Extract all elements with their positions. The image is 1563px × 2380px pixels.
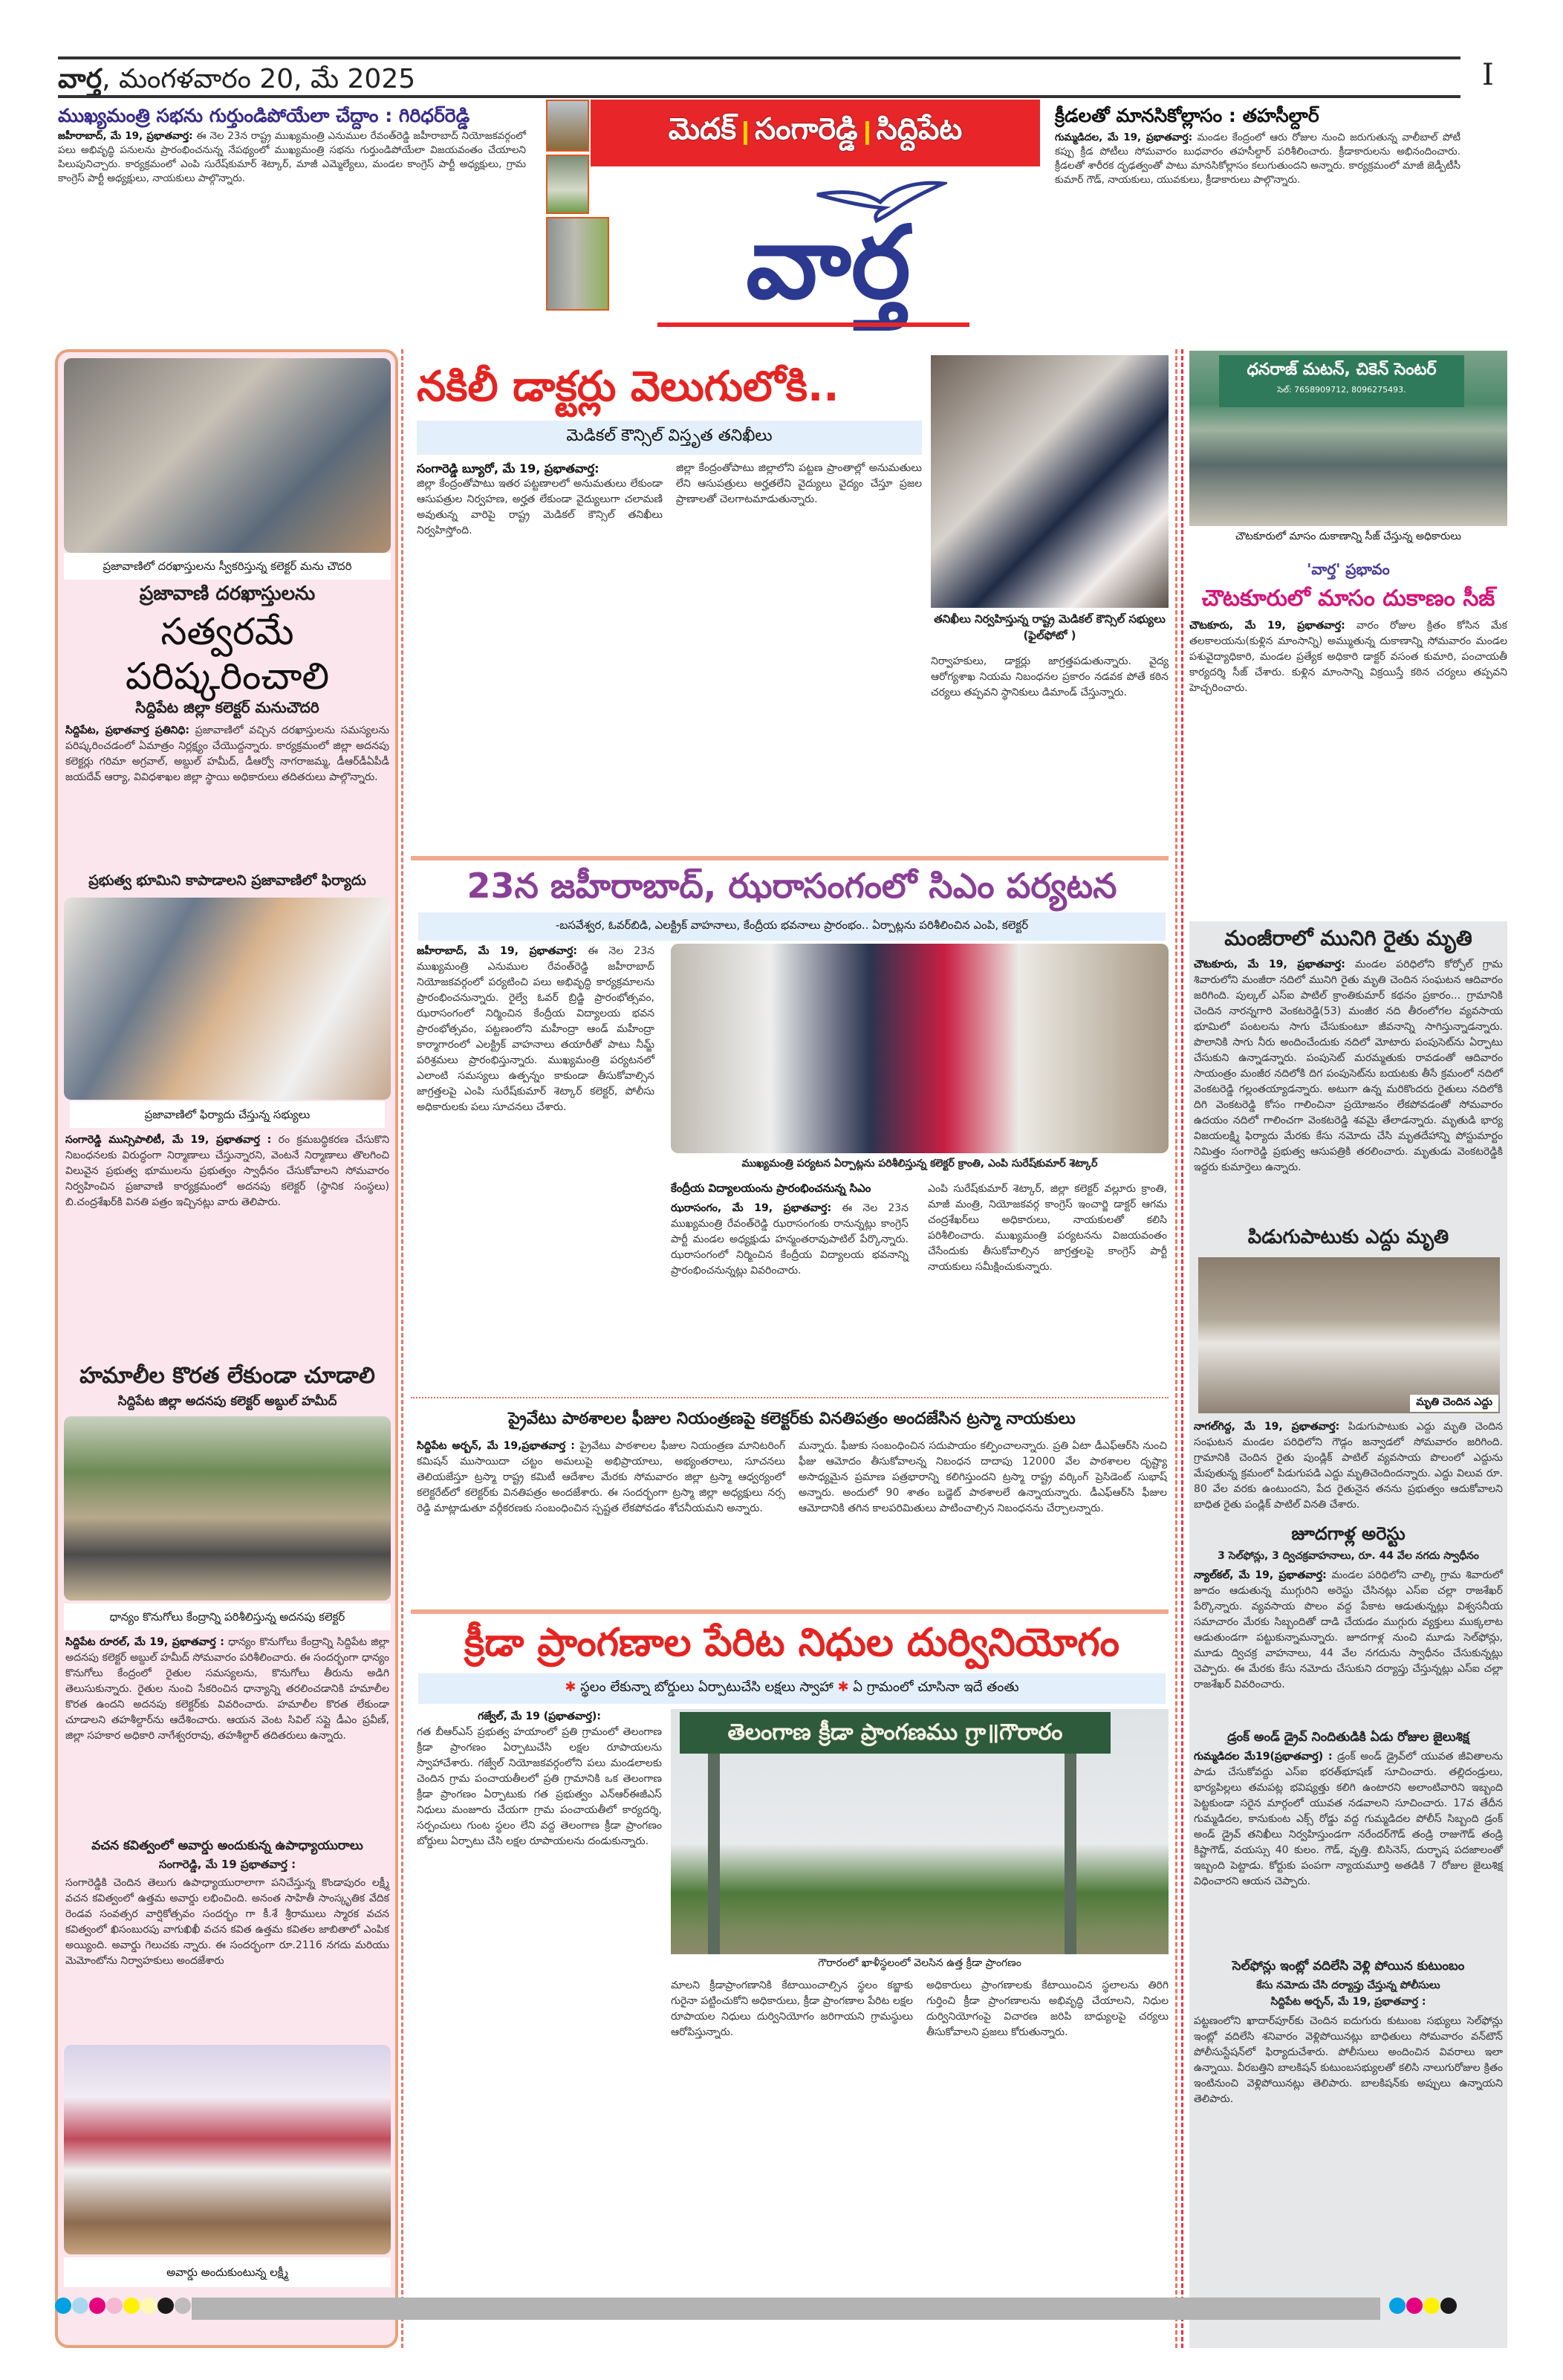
cm-sub2-body: ఈ నెల 23న ముఖ్యమంత్రి రేవంత్‌రెడ్డి ఝరాసంగంకు రానున్నట్లు కాంగ్రెస్ పార్టీ మండల అధ్యక్షుడు హన్మంతరావుపాటిల్ పేర్కొన్నారు. ఝరాసంగంలో నిర్మించిన కేంద్రీయ విద్యాలయ భవనాన్ని ప్రారంభించనున్నట్లు వివరించారు. (671, 1202, 909, 1277)
divider-icon (865, 121, 869, 145)
story6-dateline-r: సిద్దిపేట అర్బన్, మే 19, ప్రభాతవార్త : (1270, 1996, 1426, 2008)
sports-headline: క్రీడా ప్రాంగణాల పేరిట నిధుల దుర్వినియోగం (464, 1621, 1120, 1665)
sports-body-1: గత బీఆర్‌ఎస్ ప్రభుత్వ హయాంలో ప్రతి గ్రామంలో తెలంగాణ క్రీడా ప్రాంగణం ఏర్పాటుచేసి లక్షల రూపాయలను స్వాహాచేశారు. గజ్వేల్ నియోజకవర్గంలోని పలు మండలాలకు చెందిన గ్రామ పంచాయతీలలో ప్రతి గ్రామానికి ఒక తెలంగాణ క్రీడా ప్రాంగణం ఏర్పాటుకు గత ప్రభుత్వం ఎన్ఆర్ఈజీఎస్ నిధులు మంజూరు చేయగా గ్రామ పంచాయతీలో కార్యదర్శి, సర్పంచులు గుంట స్థలం లేని వద్ద తెలంగాణ క్రీడా ప్రాంగణం బోర్డులు ఏర్పాటు చేసి లక్షల రూపాయలను దండుకున్నారు. (417, 1726, 662, 1847)
lead-subhead: మెడికల్ కౌన్సిల్ విస్తృత తనిఖీలు (417, 421, 922, 455)
reg-dot-black (1440, 2298, 1457, 2314)
photo4-caption: అవార్డు అందుకుంటున్న లక్ష్మీ (64, 2257, 391, 2287)
top-left-body: ఈ నెల 23న రాష్ట్ర ముఖ్యమంత్రి ఎనుముల రేవంత్‌రెడ్డి జహీరాబాద్ నియోజకవర్గంలో పలు అభివృద్ధి పనులను ప్రారంభించనున్న నేపథ్యంలో ముఖ్యమంత్రి సభను గుర్తుండిపోయేలా విజయవంతం చేయాలని పిలుపునిచ్చారు. కార్యక్రమంలో ఎంపి సురేష్‌కుమార్ శెట్కార్, మాజీ ఎమ్మెల్యేలు, మండల కాంగ్రెస్ పార్టీ అధ్యక్షులు, గ్రామ కాంగ్రెస్ పార్టీ అధ్యక్షులు, నాయకులు పాల్గొన్నారు. (58, 130, 526, 184)
story3-headline: హమాలీల కొరత లేకుండా చూడాలి (79, 1363, 375, 1389)
right-dateline: చౌటకూరు, మే 19, ప్రభాతవార్త: (1189, 620, 1345, 632)
logo-underline (657, 322, 969, 327)
photo2-caption: ప్రజావాణిలో ఫిర్యాదు చేస్తున్న సభ్యులు (70, 1101, 385, 1128)
cm-dateline: జహీరాబాద్, మే 19, ప్రభాతవార్త: (417, 945, 578, 957)
registration-marks (55, 2298, 192, 2314)
photo-medical-council (931, 355, 1169, 608)
reg-dot-pink (106, 2298, 123, 2314)
lead-body-3: నిర్వాహకులు, డాక్టర్లు జాగ్రత్తపడుతున్నారు. వైద్య ఆరోగ్యశాఖ నియమ నిబంధనల ప్రకారం నడవక పోతే కఠిన చర్యలు తప్పవని స్థానికులు డిమాండ్ చేస్తున్నారు. (931, 655, 1169, 698)
story3-dateline-r: నాగల్‌గిద్ద, మే 19, ప్రభాతవార్త: (1194, 1421, 1340, 1433)
story4-body: సంగారెడ్డికి చెందిన తెలుగు ఉపాధ్యాయురాలాగా పనిచేస్తున్న కొండాపురం లక్ష్మీ వచన కవిత్వంలో ఉత్తమ అవార్డు లభించింది. అనంత సాహితీ సాంస్కృతిక వేదిక రెండవ సంవత్సర వార్షికోత్సవం సందర్భం గా కీ.శే శ్రీరాములు స్మారక వచన కవిత్వంలో ఖిసంబురపు వాగుఖిఖీ వచన కవిత ఉత్తమ కవితల జాబితాలో ఎంపిక అయ్యింది. అవార్డు గెలుచకు న్నారు. ఈ సందర్భంగా రూ.2116 నగదు మరియు మెమోంటోను నిర్వాహకులు అందజేశారు (65, 1877, 389, 1967)
photo-dead-bull (1198, 1257, 1500, 1413)
lead-body-cols (417, 461, 922, 539)
reg-dot-yellow (1423, 2298, 1440, 2314)
top-rule (58, 56, 1460, 59)
trusma-col-2 (799, 1439, 1167, 1517)
district-medak: మెదక్ (668, 112, 737, 146)
photo-sports-ground (671, 1709, 1169, 1954)
sports-subhead (418, 1673, 1166, 1704)
reg-dot-grey (175, 2298, 191, 2314)
reg-dot-yellow (123, 2298, 140, 2314)
banner-photo-church (546, 217, 609, 311)
story3-body-wrap (65, 1635, 389, 1744)
district-banner (546, 100, 1040, 345)
masthead-rule (58, 95, 1460, 98)
story5-dateline-r: గుమ్మడిదల మే19(ప్రభాతవార్త) : (1194, 1751, 1333, 1763)
sports-photo-caption: గౌరారంలో ఖాళీస్థలంలో వెలసిన ఉత్త క్రీడా ప్రాంగణం (671, 1957, 1169, 1971)
story2-body-r: మండల పరిధిలోని కోర్పోల్ గ్రామ శివారులోని మంజీరా నదిలో మునిగి రైతు మృతి చెందిన సంఘటన ఆదివారం జరిగింది. పుల్కల్ ఎస్ఐ పాటిల్ క్రాంతికుమార్ కథనం ప్రకారం... గ్రామానికి చెందిన నారన్నగారి వెంకటరెడ్డి(53) మంజీర నది తీరంలోగల వ్యవసాయ భూమిలో పంటలను సాగు చేసుకుంటూ జీవనాన్ని సాగిస్తున్నాడన్నారు. పొలానికి సాగు నీరు అందించేందుకు నదిలో మోటారు పంపుసెట్‌ను ఏర్పాటు చేసుకుని ఉన్నాడన్నారు. పంపుసెట్ మరమ్మతుకు రావడంతో ఆదివారం సాయంత్రం మంజీర నదిలోకి దిగ పంపుసెట్‌ను బయటకు తీసే క్రమంలో నదిలో వెంకటరెడ్డి గల్లంతయ్యాడన్నారు. అటుగా ఉన్న మరికొందరు రైతులు నదిలోకి దిగి వెంకటరెడ్డి కోసం గాలించినా ప్రయోజనం లేకపోవడంతో సోమవారం ఉదయం నదిలో గాలించగా వెంకటరెడ్డి శవమై తేలాడన్నారు. మృతుడి భార్య విజయలక్ష్మి ఫిర్యాదు మేరకు కేసు నమోదు చేసి మృతదేహాన్ని పోస్టుమార్టం నిమిత్తం సంగారెడ్డి ప్రభుత్వ ఆసుపత్రికి తరలించారు. మృతుడు వెంకటరెడ్డికి ఇద్దరు కుమార్తెలు ఉన్నారు. (1194, 959, 1503, 1173)
asterisk-icon: ✱ (565, 1679, 581, 1695)
top-left-body-wrap (58, 129, 526, 186)
lead-col-1 (417, 461, 663, 539)
left-subhead: సిద్దిపేట జిల్లా కలెక్టర్ మనుచౌదరి (135, 698, 319, 716)
sports-bullet-1: స్థలం లేకున్నా బోర్డులు ఏర్పాటుచేసి లక్షలు స్వాహా (580, 1679, 834, 1695)
story3-body-wrap-r (1194, 1419, 1503, 1513)
banner-photo-temple (546, 100, 589, 152)
left-dateline: సిద్దిపేట, ప్రభాతవార్త ప్రతినిధి: (65, 724, 189, 736)
registration-grey-bar (192, 2298, 1380, 2320)
cm-photo-caption: ముఖ్యమంత్రి పర్యటన ఏర్పాట్లను పరిశీలిస్తున్న కలెక్టర్ క్రాంతి, ఎంపి సురేష్‌కుమార్ శెట్కార్ (741, 1158, 1098, 1170)
sign-post-right (1065, 1754, 1076, 1954)
right-body-wrap (1189, 618, 1507, 696)
meat-shop-caption: చౌటకూరులో మాసం దుకాణాన్ని సీజ్ చేస్తున్న అధికారులు (1189, 531, 1507, 545)
dead-bull-caption: మృతి చెందిన ఎద్దు (1410, 1395, 1498, 1412)
reg-dot-black (157, 2298, 174, 2314)
shop-sign-name: ధనరాజ్ మటన్, చికెన్ సెంటర్ (1247, 360, 1437, 379)
shop-sign-phone: సెల్: 7658909712, 8096275493. (1277, 385, 1406, 395)
left-body: ప్రజావాణిలో వచ్చిన దరఖాస్తులను సమస్యలను పరిష్కరించడంలో ఏమాత్రం నిర్లక్ష్యం చేయొద్దన్నారు. కార్యక్రమంలో జిల్లా అదనపు కలెక్టర్లు గరిమా అగ్రవాల్, అబ్దుల్ హమీద్, డీఆర్వో నాగరాజమ్మ, డీఆర్‌డీఏపీడీ జయదేవ్ ఆర్యా, వివిధశాఖల జిల్లా స్థాయి అధికారులు తదితరులు పాల్గొన్నారు. (65, 724, 389, 783)
trusma-body-1: ప్రైవేటు పాఠశాలల ఫీజుల నియంత్రణ మానిటరింగ్ కమిషన్ ముసాయిదా చట్టం అమలుపై అభిప్రాయాలు, అభ్యంతరాలు, సూచనలు తెలియజేస్తూ ట్రస్మా రాష్ట్ర కమిటీ ఆదేశాల మేరకు సోమవారం జిల్లా ట్రస్మా ఆధ్వర్యంలో కలెక్టరేట్‌లో కలెక్టర్‌కు వినతిపత్రం అందజేశారు. ఈ సందర్భంగా ట్రస్మా జిల్లా అధ్యక్షులు నర్స రెడ్డి మాట్లాడుతూ వర్గీకరణకు సంబంధించిన స్పష్టత లేకపోవడం శోచనీయమని అన్నారు. (417, 1440, 786, 1514)
shop-sign (1219, 355, 1464, 407)
cm-col-1 (417, 944, 654, 1115)
lead-photo-caption: తనిఖీలు నిర్వహిస్తున్న రాష్ట్ర మెడికల్ కౌన్సిల్ సభ్యులు (ఫైల్‌ఫోటో ) (934, 612, 1166, 642)
story2-body: రం క్రమబద్ధికరణ చేసుకొని నిబంధనలకు విరుద్ధంగా నిర్మాణాలు చేస్తున్నారని, వెంటనే నిర్మాణాలు తొలగించి విలువైన ప్రభుత్వ భూములను ప్రభుత్వం స్వాధీనం చేసుకోవాలని సోమవారం నిర్వహించిన ప్రజావాణి కార్యక్రమంలో అదనపు కలెక్టర్ (స్థానిక సంస్థలు) బి.చంద్రశేఖర్‌కి వినతి పత్రం ఇచ్చినట్లు వారు తెలిపారు. (65, 1134, 390, 1208)
story4-dateline-r: న్యాల్‌కల్, మే 19, ప్రభాతవార్త: (1194, 1569, 1327, 1581)
sports-body-cols (671, 1978, 1169, 2040)
banner-red-strip (591, 100, 1040, 166)
top-right-body: మండల కేంద్రంలో ఆరు రోజుల నుంచి జరుగుతున్న వాలీబాల్ పోటీ కప్పు క్రీడ పోటీలు సోమవారం బుధవారం తహసీల్దార్ పరిశీలించారు. క్రీడాకారులను అభినందించారు. క్రీడలతో శారీరక దృఢత్వంతో పాటు మానసికోల్లాసం కలుగుతుందని అన్నారు. కార్యక్రమంలో మాజీ జెడ్పీటీసీ కుమార్ గౌడ్, నాయకులు, యువకులు, క్రీడాకారులు పాల్గొన్నారు. (1055, 132, 1460, 186)
cm-sub2-dateline: ఝరాసంగం, మే 19, ప్రభాతవార్త: (671, 1202, 832, 1214)
story5-body-wrap-r (1194, 1749, 1503, 1890)
sign-post-left (708, 1754, 720, 1954)
top-right-headline: క్రీడలతో మానసికోల్లాసం : తహసీల్దార్ (1055, 105, 1319, 126)
lead-body-1: జిల్లా కేంద్రంతోపాటు ఇతర పట్టణాలలో అనుమతులు లేకుండా ఆసుపత్రుల నిర్వహణ, అర్హత లేకుండా వైద్యులుగా చలామణి అవుతున్న వారిపై రాష్ట్ర మెడికల్ కౌన్సిల్ తనిఖీలు నిర్వహిస్తోంది. (417, 478, 663, 536)
lead-body-2: జిల్లా కేంద్రంతోపాటు జిల్లాలోని పట్టణ ప్రాంతాల్లో అనుమతులు లేని ఆసుపత్రులు అర్హతలేని వైద్యులు వైద్యం చేస్తూ ప్రజల ప్రాణాలతో చెలగాటమాడుతున్నారు. (676, 462, 922, 505)
district-siddipet: సిద్దిపేట (876, 112, 963, 146)
cm-subhead: -బసవేశ్వర, ఓవర్‌బిడి, ఎలక్ట్రిక్ వాహనాలు, కేంద్రీయ భవనాలు ప్రారంభం.. ఏర్పాట్లను పరిశీలించిన ఎంపి, కలెక్టర్ (418, 912, 1166, 941)
story4-body-r: మండల పరిధిలోని చాల్కి గ్రామ శివారులో జూదం ఆడుతున్న ముగ్గురిని అరెస్టు చేసినట్లు ఎస్ఐ చల్లా రాజశేఖర్ పేర్కొన్నారు. వ్యవసాయ పొలం వద్ద పేకాట ఆడుతున్నట్లు విశ్వసనీయ సమాచారం మేరకు సిబ్బందితో దాడి చేయడం ముగ్గురు వ్యక్తులు ముక్కలాట ఆడుతుండగా పట్టుకున్నామన్నారు. జూదగాళ్ల నుంచి మూడు సెల్‌ఫోన్లు, మూడు ద్విచక్ర వాహనాలు, 44 వేల నగదును స్వాధీనం చేసుకున్నట్లు చెప్పారు. ఈ మేరకు కేసు నమోదు చేసుకుని దర్యాప్తు చేస్తున్నట్లు ఎస్ఐ చల్లా రాజశేఖర్ వివరించారు. (1194, 1569, 1503, 1690)
right-body: వారం రోజుల క్రితం కోసిన మేక తలకాలయను(కుళ్లిన మాంసాన్ని) అమ్ముతున్న దుకాణాన్ని సోమవారం మండల పశువైద్యాధికారి, మండల ప్రత్యేక అధికారి డాక్టర్ వసంత కుమారి, పంచాయతీ కార్యదర్శి సీజ్ చేశారు. కుళ్లిన మాంసాన్ని విక్రయిస్తే కఠిన చర్యలు తప్పవని హెచ్చరించారు. (1189, 620, 1507, 694)
top-right-body-wrap (1055, 131, 1460, 187)
masthead-dateline: వార్త, మంగళవారం 20, మే 2025 (58, 64, 416, 94)
photo3-caption: ధాన్యం కొనుగోలు కేంద్రాన్ని పరిశీలిస్తున్న అదనపు కలెక్టర్ (64, 1604, 391, 1630)
top-right-story (1055, 104, 1460, 187)
story3-dateline: సిద్దిపేట రూరల్, మే 19, ప్రభాతవార్త : (65, 1636, 224, 1648)
reg-dot-cyan (1389, 2298, 1406, 2314)
story6-headline-r: సెల్‌ఫోన్లు ఇంట్లో వదిలేసి వెళ్లి పోయిన కుటుంబం (1232, 1959, 1465, 1974)
right-kicker: 'వార్త' ప్రభావం (1307, 560, 1390, 578)
story3-subhead: సిద్దిపేట జిల్లా అదనపు కలెక్టర్ అబ్దుల్ హమీద్ (117, 1394, 337, 1409)
cm-headline: 23న జహీరాబాద్, ఝరాసంగంలో సిఎం పర్యటన (467, 866, 1117, 906)
lead-col-2 (676, 461, 922, 539)
center-column (401, 349, 1177, 2348)
story2-dateline-r: చౌటకూరు, మే 19, ప్రభాతవార్త: (1194, 959, 1345, 970)
paper-name: వార్త (58, 64, 103, 94)
story2-dateline: సంగారెడ్డి మున్సిపాలిటీ, మే 19, ప్రభాతవార్త : (65, 1134, 272, 1146)
kicker: ప్రజావాణి దరఖాస్తులను (139, 583, 316, 605)
reg-dot-magenta (89, 2298, 105, 2314)
story2-headline-r: మంజీరాలో మునిగి రైతు మృతి (1224, 926, 1472, 950)
story2-body-wrap (65, 1132, 389, 1210)
reg-dot-magenta (1406, 2298, 1423, 2314)
story6-body-r: పట్టణంలోని ఖాదార్‌పూర్‌కు చెందిన ఐదుగురు కుటుంబ సభ్యులు సెల్‌ఫోన్లు ఇంట్లో వదిలేసి శనివారం వెళ్లిపోయినట్లు బాధితులు సోమవారం వన్‌టౌన్ పోలీసుస్టేషన్‌లో ఫిర్యాదుచేశారు. పోలీసులు అందించిన వివరాలు ఇలా ఉన్నాయి. వీరబత్తిని బాలకిషన్ కుటుంబసభ్యులతో కలిసి నాలుగురోజుల క్రితం ఇంటినుంచి వెళ్లిపోయినట్లు తెలిపారు. బాలకిషన్‌కు అప్పులు ఉన్నాయని తెలిపారు. (1194, 2015, 1503, 2105)
story2-body-wrap-r (1194, 957, 1503, 1176)
sports-dateline: గజ్వేల్, మే 19 (ప్రభాతవార్త): (478, 1711, 601, 1722)
top-right-dateline: గుమ్మడిదల, మే 19, ప్రభాతవార్త: (1055, 132, 1193, 143)
story4-headline-r: జూదగాళ్ల అరెస్టు (1291, 1523, 1406, 1544)
prajavani-story (65, 583, 389, 785)
district-sangareddy: సంగారెడ్డి (755, 112, 858, 146)
divider-icon (744, 121, 747, 145)
issue-date: మంగళవారం 20, మే 2025 (118, 64, 416, 94)
story4-dateline: సంగారెడ్డి, మే 19 ప్రభాతవార్త : (158, 1858, 296, 1871)
cm-sub2-headline: కేంద్రీయ విద్యాలయంను ప్రారంభించనున్న సిఎం (671, 1181, 871, 1195)
photo-meat-shop (1189, 351, 1507, 526)
cm-sub2-col (671, 1181, 909, 1279)
reg-dot-light-yellow (140, 2298, 157, 2314)
section-divider-2 (411, 1397, 1169, 1398)
asterisk-icon: ✱ (837, 1679, 854, 1695)
story4-body-wrap-r (1194, 1568, 1503, 1693)
top-left-dateline: జహీరాబాద్, మే 19, ప్రభాతవార్త: (58, 130, 193, 142)
cm-body-1: ఈ నెల 23న ముఖ్యమంత్రి ఎనుముల రేవంత్‌రెడ్డి జహీరాబాద్ నియోజకవర్గంలో పర్యటించి పలు అభివృద్ధి కార్యక్రమాలను ప్రారంభించనున్నారు. రైల్వే ఓవర్ బ్రిడ్జి ప్రారంభోత్సవం, ఝరాసంగంలో నిర్మించిన కేంద్రీయ విద్యాలయ భవన ప్రారంభోత్సవం, పట్టణంలోని మహీంద్రా ఆండ్ మహీంద్రా కార్మాగారంలో ఎలక్ట్రిక్ వాహనాలు తయారీతో పాటు నీమ్జ్ పరిశ్రమలు ప్రారంభిస్తున్నారు. ముఖ్యమంత్రి పర్యటనలో ఎలాంటి సమస్యలు ఉత్పన్నం కాకుండా తీసుకోవాల్సిన జాగ్రత్తలపై ఎంపి సురేష్‌కుమార్ శెట్కార్ కలెక్టర్, పోలీసు అధికారులకు పలు సూచనలు చేశారు. (417, 945, 655, 1113)
left-body-wrap (65, 723, 389, 785)
right-headline: చౌటకూరులో మాసం దుకాణం సీజ్ (1201, 586, 1495, 612)
story3-body: ధాన్యం కొనుగోలు కేంద్రాన్ని సిద్దిపేట జిల్లా అదనపు కలెక్టర్ అబ్దుల్ హమీద్ సోమవారం పరిశీలించారు. ఈ సందర్భంగా ధాన్యం కొనుగోలు కేంద్రంలో రైతుల సమస్యలను, కొనుగోలు తీరును అడిగి తెలుసుకున్నారు. రైతుల నుంచి సేకరించిన ధాన్యాన్ని తరలించడానికి హమాలీల కొరత ఉందని అదనపు కలెక్టర్‌కు వివరించారు. హమాలీల కొరత లేకుండా చూడాలని తహశీల్దార్‌ను ఆదేశించారు. ఆయన వెంట సివిల్ సప్లై డీఎం ప్రవీణ్, జిల్లా సహకార అధికారి నాగేశ్వరరావు, తహశీల్దార్ తదితరులు ఉన్నారు. (65, 1636, 390, 1742)
story3-headline-r: పిడుగుపాటుకు ఎద్దు మృతి (1247, 1226, 1449, 1248)
photo-paddy-centre (64, 1416, 391, 1601)
varta-logo: వార్త (746, 204, 911, 321)
sports-board-sign: తెలంగాణ క్రీడా ప్రాంగణము గ్రా॥గౌరారం (680, 1712, 1111, 1754)
photo-prajavani-complaint (64, 898, 391, 1100)
story4-subhead-r: 3 సెల్‌ఫోన్లు, 3 ద్విచక్రవాహనాలు, రూ. 44 వేల నగదు స్వాధీనం (1218, 1550, 1479, 1562)
lead-headline: నకిలీ డాక్టర్లు వెలుగులోకి.. (417, 363, 839, 411)
photo1-caption: ప్రజావాణిలో దరఖాస్తులను స్వీకరిస్తున్న కలెక్టర్ మను చౌదరి (64, 553, 391, 580)
story4-headline: వచన కవిత్వంలో అవార్డు అందుకున్న ఉపాధ్యాయురాలు (91, 1838, 363, 1853)
banner-photo-fountain (546, 155, 589, 214)
sports-body-2: మాలని క్రీడాప్రాంగణానికి కేటాయించాల్సిన స్థలం కబ్జాకు గురైనా పట్టించుకోని అధికారులు, క్రీడా ప్రాంగణాల పేరిట లక్షల రూపాయల నిధులు దుర్వినియోగం జరిగాయని గ్రామస్థులు ఆరోపిస్తున్నారు. (671, 1979, 913, 2038)
registration-marks-right (1389, 2298, 1458, 2314)
trusma-col-1 (417, 1439, 785, 1517)
lead-dateline: సంగారెడ్డి బ్యూరో, మే 19, ప్రభాతవార్త: (417, 461, 599, 476)
story5-body-r: డ్రంక్ అండ్ డ్రైవ్‌లో యువత జీవితాలను పాడు చేసుకోవద్దు ఎస్ఐ భరత్‌భూషణ్ సూచించారు. తల్లిదండ్రులు, భార్యపిల్లలు తమపట్ల భవిష్యత్తు కలిగి ఉంటారని అలాంటివారిని ఇబ్బంది పెట్టకుండా సరైన మార్గంలో యువత నడవాలని సూచించారు. 17వ తేదీన గుమ్మడిదల, కానుకుంట ఎక్స్ రోడ్డు వద్ద గుమ్మడిదల పోలీస్ సిబ్బంది డ్రంక్ అండ్ డ్రైవ్ తనిఖీలు నిర్వహిస్తుండగా నరేందర్‌గౌడ్ తండ్రి రాజుగౌడ్ తండ్రి కిష్టాగౌడ్, వయస్సు 40 కులం. గౌడ్, వృత్తి. బిసినెస్, దుర్భాష పదజాలంతో ఇబ్బంది పెట్టాడు. కోర్టుకు పంపగా న్యాయమూర్తి అతడికి 7 రోజుల జైలుశిక్ష విధించారని ఆయన చెప్పారు. (1194, 1751, 1504, 1887)
trusma-body-2: మన్నారు. ఫీజుకు సంబంధించిన సదుపాయం కల్పించాలన్నారు. ప్రతి ఏటా డీఎఫ్ఆర్‌సి నుంచి ఫీజు ఆమోదం తీసుకోవాలన్న నిబంధన దాదాపు 12000 వేల పాఠశాలల దృష్ట్యా అసాధ్యమైన ప్రమాణ పత్రభారాన్ని కలిగిస్తుందని ట్రస్మా రాష్ట్ర వర్కింగ్ ప్రెసిడెంట్ సుభాష్ అన్నారు. అందులో 90 శాతం బడ్జెట్ పాఠశాలలే ఉన్నాయన్నారు. డీఎఫ్ఆర్‌సి ఫీజుల ఆమోదానికి తగిన కాలపరిమితులు పాటించాల్సిన నిబంధనను చేర్చాలన్నారు. (799, 1440, 1167, 1514)
top-left-headline: ముఖ్యమంత్రి సభను గుర్తుండిపోయేలా చేద్దాం : గిరిధర్‌రెడ్డి (58, 105, 470, 126)
story2-headline: ప్రభుత్వ భూమిని కాపాడాలని ప్రజావాణిలో ఫిర్యాదు (88, 872, 366, 889)
reg-dot-light-cyan (72, 2298, 88, 2314)
photo-cm-arrangements (671, 944, 1169, 1153)
trusma-headline: ప్రైవేటు పాఠశాలల ఫీజుల నియంత్రణపై కలెక్టర్‌కు వినతిపత్రం అందజేసిన ట్రస్మా నాయకులు (508, 1410, 1076, 1428)
right-column (1181, 349, 1508, 2348)
story6-subhead-r: కేసు నమోదు చేసి దర్యాప్తు చేస్తున్న పోలీసులు (1256, 1979, 1440, 1991)
photo-prajavani-collector (64, 358, 391, 553)
cm-body-3: ఎంపి సురేష్‌కుమార్ శెట్కార్, జిల్లా కలెక్టర్ వల్లూరు క్రాంతి, మాజీ మంత్రి, నియోజకవర్గ కాంగ్రెస్ ఇంచార్జి డాక్టర్ ఆగమ చంద్రశేఖర్‌లు అధికారులు, నాయకులతో కలిసి పరిశీలించారు. ముఖ్యమంత్రి పర్యటనను విజయవంతం చేసేందుకు తీసుకోవాల్సిన జాగ్రత్తలపై కాంగ్రెస్ పార్టీ నాయకులు సమీక్షించుకున్నారు. (928, 1183, 1167, 1273)
photo-award (64, 2045, 391, 2254)
story3-body-r: పిడుగుపాటుకు ఎద్దు మృతి చెందిన సంఘటన మండల పరిధిలోని గౌడ్గం జన్వాడలో సోమవారం జరిగింది. గ్రామానికి చెందిన రైతు పుండ్లిక్ పాటిల్ వ్యవసాయ పొలంలో ఎద్దును మేపుతున్న క్రమంలో పిడుగుపడి ఎద్దు మృతిచెందిందన్నారు. ఎద్దు విలువ రూ. 80 వేల వరకు ఉంటుందని, పేద రైతునైన తనను ప్రభుత్వం ఆదుకోవాలని బాధిత రైతు పండ్లిక్ పాటిల్ వినతి చేశారు. (1194, 1421, 1503, 1511)
left-headline: సత్వరమే పరిష్కరించాలి (125, 610, 330, 698)
left-column-panel (55, 349, 398, 2348)
page-number: I (1482, 58, 1494, 92)
sports-col-1 (417, 1709, 662, 1849)
cm-sub2-wrap (671, 1201, 909, 1279)
sports-body-3: అధికారులు ప్రాంగణాలకు కేటాయించిన స్థలాలను తిరిగి గుర్తించి క్రీడా ప్రాంగణాలను అభివృద్ధి చేయాలని, నిధుల దుర్వినియోగంపై విచారణ జరిపి బాధ్యులపై చర్యలు తీసుకోవాలని ప్రజలు కోరుతున్నారు. (926, 1979, 1169, 2038)
trusma-dateline: సిద్దిపేట అర్బన్, మే 19,ప్రభాతవార్త : (417, 1440, 575, 1452)
top-left-story (58, 104, 526, 186)
trusma-body-cols (417, 1439, 1167, 1517)
reg-dot-cyan (55, 2298, 71, 2314)
story5-headline-r: డ్రంక్ అండ్ డ్రైవ్ నిందితుడికి ఏడు రోజుల జైలుశిక్ష (1227, 1730, 1469, 1745)
sports-bullet-2: ఏ గ్రామంలో చూసినా ఇదే తంతు (853, 1679, 1019, 1695)
